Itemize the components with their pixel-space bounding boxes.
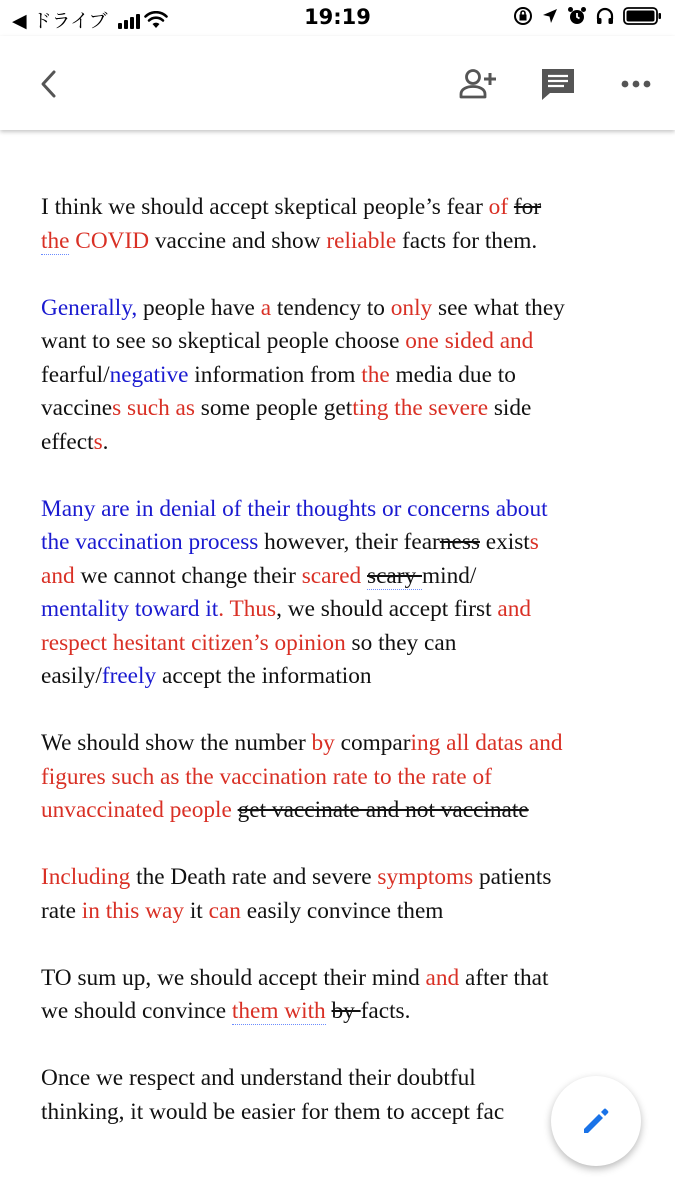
text-run: We should show the number (41, 730, 312, 756)
text-run: some people get (194, 395, 353, 421)
text-run: tendency to (271, 294, 391, 321)
inserted-text: s (529, 529, 539, 555)
inserted-text: by (311, 730, 335, 756)
suggested-text: Many are in denial of their thoughts or concerns about (41, 495, 548, 522)
headphones-icon (595, 6, 615, 26)
text-run: accept the information (156, 663, 372, 689)
suggested-text: mentality toward it (41, 596, 219, 622)
comment-button[interactable] (536, 62, 580, 106)
more-horizontal-icon (621, 79, 651, 89)
inserted-text: in this way (81, 897, 184, 924)
doc-line (41, 225, 641, 259)
paragraph-1 (41, 191, 641, 258)
document-body[interactable] (41, 191, 641, 1163)
doc-line (41, 325, 641, 359)
comment-icon (540, 67, 576, 101)
orientation-lock-icon (513, 6, 533, 26)
suggested-text: Generally, (41, 294, 138, 321)
text-run: however, their fear (258, 529, 440, 555)
suggested-text: negative (109, 361, 189, 388)
text-run: easily/ (41, 663, 102, 689)
deleted-text: ness (439, 529, 480, 555)
share-button[interactable] (456, 62, 500, 106)
text-run: fearful/ (41, 361, 110, 388)
inserted-text: the (41, 227, 70, 254)
text-run: vaccine and show (149, 227, 327, 254)
text-run: . (102, 428, 109, 455)
text-run: facts for them. (396, 227, 538, 254)
text-run: mind/ (422, 562, 477, 589)
text-run: thinking, it would be easier for them to accept fac (41, 1098, 505, 1125)
text-run: we cannot change their (74, 562, 302, 589)
doc-line (41, 191, 641, 225)
inserted-text: symptoms (377, 864, 474, 890)
text-run: rate (41, 897, 82, 924)
inserted-text: only (390, 294, 433, 321)
inserted-text: them with (231, 998, 326, 1024)
text-run: media due to (389, 361, 516, 388)
doc-line (41, 627, 641, 661)
back-button[interactable] (26, 62, 70, 106)
inserted-text: Including (41, 864, 131, 890)
inserted-text: one sided and (405, 328, 534, 354)
inserted-text: and (41, 562, 75, 589)
inserted-text: respect hesitant citizen’s opinion (41, 629, 346, 656)
alarm-icon (567, 6, 587, 26)
deleted-text: get vaccinate and not vaccinate (237, 797, 529, 823)
inserted-text: . (218, 596, 230, 622)
inserted-text: s (93, 428, 103, 455)
doc-line (41, 995, 641, 1029)
status-bar (0, 0, 675, 36)
inserted-text: reliable (326, 227, 397, 254)
doc-line (41, 660, 641, 694)
paragraph-3 (41, 493, 641, 694)
inserted-text: can (208, 897, 241, 924)
back-app-label: ◀ ドライブ (12, 10, 108, 32)
text-run: facts (360, 998, 405, 1024)
text-run: easily convince them (240, 897, 444, 924)
inserted-text: a (260, 294, 272, 321)
add-person-icon (458, 68, 498, 100)
inserted-text: s such as (112, 395, 195, 421)
text-run: it (184, 897, 209, 924)
inserted-text: and (425, 964, 460, 991)
doc-line (41, 560, 641, 594)
inserted-text: the (361, 361, 390, 388)
pencil-icon (580, 1105, 612, 1137)
doc-line (41, 392, 641, 426)
text-run: TO sum up, we should accept their mind (41, 964, 426, 991)
suggested-text: freely (101, 663, 157, 689)
doc-line (41, 359, 641, 393)
doc-line (41, 761, 641, 795)
inserted-text: figures such as the vaccination rate to the rate of (41, 763, 492, 790)
deleted-text: by (331, 998, 361, 1024)
text-run: so they can (345, 629, 457, 656)
paragraph-6 (41, 962, 641, 1029)
inserted-text: of (488, 194, 509, 220)
doc-line (41, 426, 641, 460)
text-run: exist (479, 529, 530, 555)
doc-line (41, 493, 641, 527)
more-button[interactable] (614, 62, 658, 106)
inserted-text: ing all datas and (410, 730, 563, 756)
doc-line (41, 292, 641, 326)
inserted-text: unvaccinated people (41, 797, 232, 823)
inserted-text: Thus (229, 596, 277, 622)
doc-line (41, 861, 641, 895)
text-run: we should convince (41, 998, 232, 1024)
doc-line (41, 593, 641, 627)
text-run: effect (41, 428, 94, 455)
text-run: after that (459, 964, 549, 991)
inserted-text: ting the severe (352, 395, 489, 421)
doc-line (41, 794, 641, 828)
status-time: 19:19 (304, 5, 371, 29)
text-run: . (404, 998, 411, 1024)
text-run: I think we should accept skeptical people’s fear (41, 194, 489, 220)
location-icon (541, 7, 559, 25)
text-run: people have (137, 294, 261, 321)
text-run: see what they (432, 294, 565, 321)
inserted-text: and (497, 596, 532, 622)
battery-icon (623, 6, 663, 26)
inserted-text: COVID (75, 227, 150, 254)
text-run: want to see so skeptical people choose (41, 328, 406, 354)
text-run: Once we respect and understand their doubtful (41, 1065, 476, 1091)
text-run: patients (473, 864, 552, 890)
text-run: the Death rate and severe (130, 864, 378, 890)
paragraph-2 (41, 292, 641, 460)
text-run: information from (188, 361, 362, 388)
suggested-text: the vaccination process (41, 529, 259, 555)
doc-line (41, 727, 641, 761)
edit-fab-button[interactable] (551, 1076, 641, 1166)
inserted-text: scared (301, 562, 362, 589)
text-run: vaccine (41, 395, 113, 421)
doc-line (41, 895, 641, 929)
deleted-text: scary (367, 562, 422, 589)
doc-line (41, 1062, 641, 1096)
paragraph-4 (41, 727, 641, 828)
doc-line (41, 526, 641, 560)
chevron-left-icon (36, 69, 60, 99)
app-bar (0, 36, 675, 130)
deleted-text: for (513, 194, 542, 220)
doc-line (41, 962, 641, 996)
paragraph-5 (41, 861, 641, 928)
text-run: side (488, 395, 532, 421)
text-run: compar (334, 730, 411, 756)
text-run: , we should accept first (276, 596, 498, 622)
